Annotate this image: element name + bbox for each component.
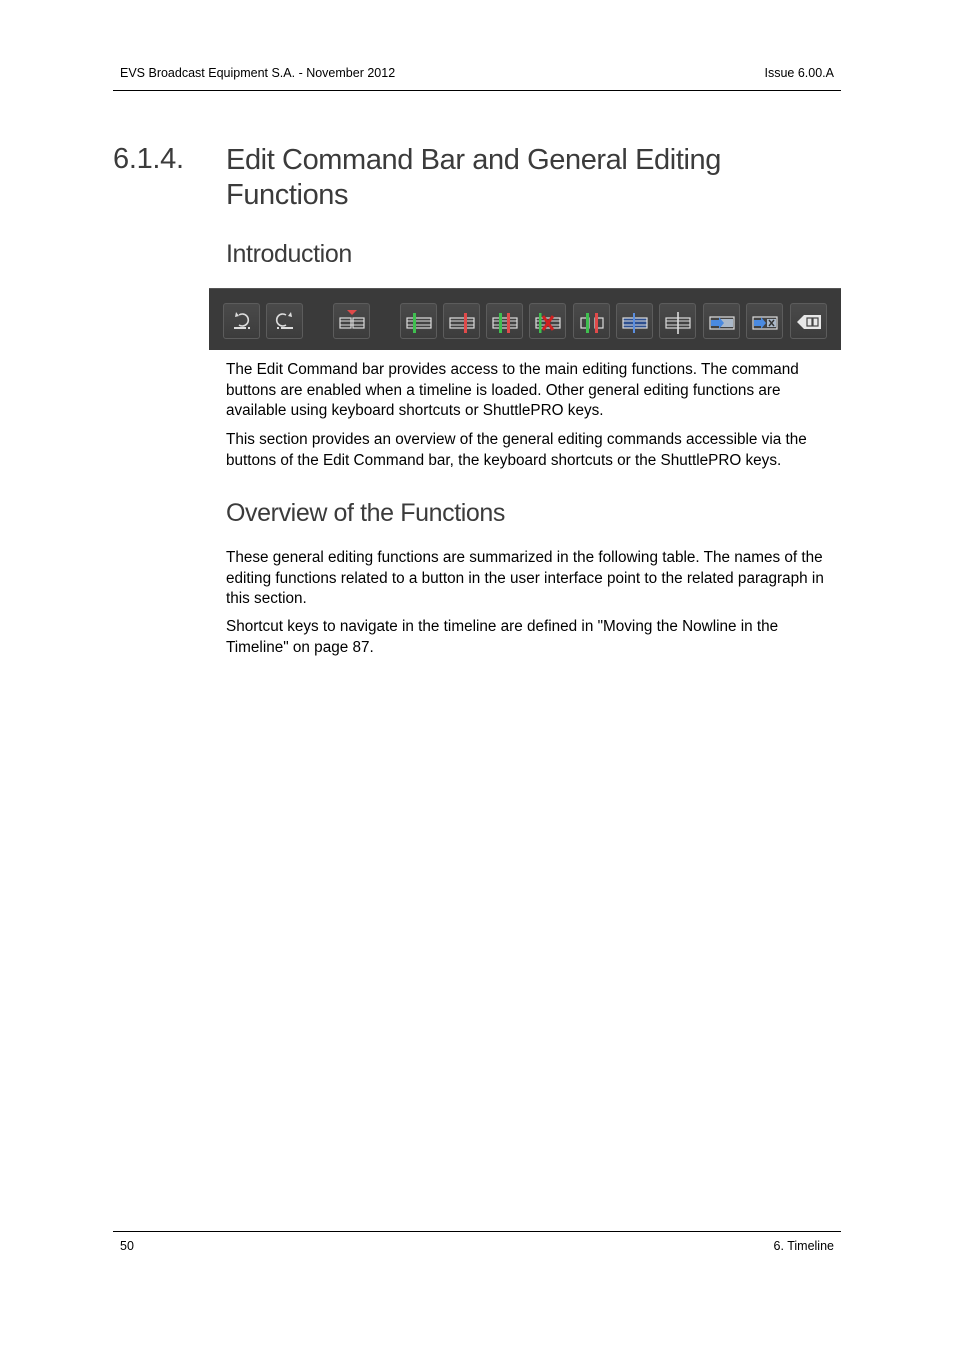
insert-marker-icon (337, 308, 367, 336)
move-segment-icon (750, 308, 780, 336)
undo-icon (227, 308, 257, 336)
select-clip-button[interactable] (616, 303, 653, 339)
delete-clip-icon (533, 308, 563, 336)
mark-out-button[interactable] (443, 303, 480, 339)
page-number: 50 (120, 1239, 134, 1253)
delete-back-icon (794, 308, 824, 336)
header-issue: Issue 6.00.A (764, 66, 834, 80)
split-button[interactable] (573, 303, 610, 339)
delete-back-button[interactable] (790, 303, 827, 339)
introduction-heading: Introduction (226, 240, 352, 268)
section-title: Edit Command Bar and General Editing Functions (226, 144, 721, 211)
mark-in-button[interactable] (400, 303, 437, 339)
insert-marker-button[interactable] (333, 303, 370, 339)
redo-icon (270, 308, 300, 336)
trim-button[interactable] (659, 303, 696, 339)
header-doc-info: EVS Broadcast Equipment S.A. - November 2012 (120, 66, 396, 80)
intro-paragraph-1: The Edit Command bar provides access to the main editing functions. The command buttons are enabled when a timeline is loaded. Other general editing functions are available using keyboard shortcuts or ShuttlePRO keys. (226, 361, 799, 419)
mark-in-out-button[interactable] (486, 303, 523, 339)
mark-in-icon (404, 308, 434, 336)
intro-paragraph-2: This section provides an overview of the general editing commands accessible via the buttons of the Edit Command bar, the keyboard shortcuts or the ShuttlePRO keys. (226, 431, 807, 469)
move-segment-button[interactable] (746, 303, 783, 339)
page-footer (113, 1231, 841, 1258)
select-clip-icon (620, 308, 650, 336)
overview-paragraph-1: These general editing functions are summarized in the following table. The names of the editing functions related to a button in the user interface point to the related paragraph in this section. (226, 549, 824, 607)
trim-icon (663, 308, 693, 336)
split-icon (577, 308, 607, 336)
move-forward-icon (707, 308, 737, 336)
undo-button[interactable] (223, 303, 260, 339)
edit-command-bar (209, 288, 841, 350)
page-header (113, 64, 841, 91)
overview-paragraph-2: Shortcut keys to navigate in the timeline are defined in "Moving the Nowline in the Timeline" on page 87. (226, 618, 779, 656)
move-forward-button[interactable] (703, 303, 740, 339)
overview-heading: Overview of the Functions (226, 499, 506, 527)
delete-clip-button[interactable] (529, 303, 566, 339)
mark-out-icon (447, 308, 477, 336)
redo-button[interactable] (266, 303, 303, 339)
section-number: 6.1.4. (113, 143, 184, 175)
footer-chapter: 6. Timeline (773, 1239, 834, 1253)
mark-in-out-icon (490, 308, 520, 336)
